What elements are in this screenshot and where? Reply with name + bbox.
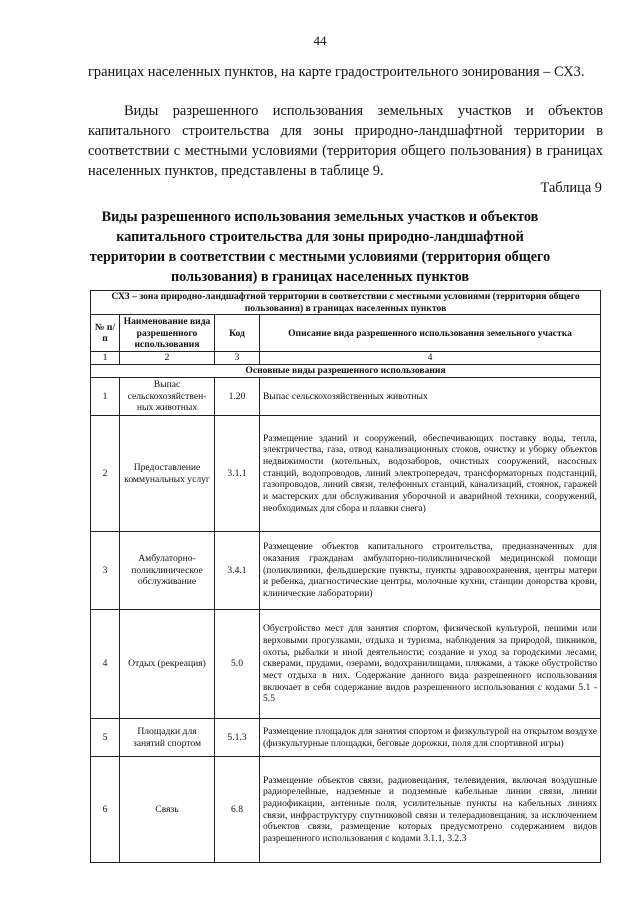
row-number: 2 <box>91 416 120 532</box>
table-reference: Таблица 9 <box>540 180 602 196</box>
row-code: 6.8 <box>215 757 260 863</box>
row-use-name: Предоставление коммунальных услуг <box>120 416 215 532</box>
index-cell: 2 <box>120 352 215 365</box>
row-use-name: Площадки для занятий спортом <box>120 719 215 757</box>
row-description: Выпас сельскохозяйственных животных <box>260 378 601 416</box>
table-row <box>91 416 601 532</box>
zone-title-row <box>91 291 601 315</box>
row-number: 3 <box>91 532 120 610</box>
table-row <box>91 757 601 863</box>
row-number: 4 <box>91 610 120 719</box>
header-description: Описание вида разрешенного использования земельного участка <box>260 315 601 352</box>
row-description: Размещение зданий и сооружений, обеспечивающих поставку воды, тепла, электричества, газа, отвод канализационных стоков, очистку и уборку объектов недвижимости (котельных, водозаборов, очистных сооружений, насосных станций, водопроводов, линий электропередач, трансформаторных подстанций, газопроводов, линий связи, телефонных станций, канализаций, стоянок, гаражей и мастерских для обслуживания уборочной и аварийной техники, сооружений, необходимых для сбора и плавки снега) <box>260 416 601 532</box>
row-description: Размещение площадок для занятия спортом и физкультурой на открытом воздухе (физкультурные площадки, беговые дорожки, поля для спортивной игры) <box>260 719 601 757</box>
row-code: 5.1.3 <box>215 719 260 757</box>
row-code: 3.1.1 <box>215 416 260 532</box>
row-code: 5.0 <box>215 610 260 719</box>
paragraph-continuation: границах населенных пунктов, на карте градостроительного зонирования – СХ3. <box>88 64 585 80</box>
row-use-name: Амбулаторно-поликлиническое обслуживание <box>120 532 215 610</box>
header-code: Код <box>215 315 260 352</box>
index-cell: 3 <box>215 352 260 365</box>
index-cell: 1 <box>91 352 120 365</box>
zone-title: СХ3 – зона природно-ландшафтной территории в соответствии с местными условиями (территория общего пользования) в границах населенных пунктов <box>91 291 601 315</box>
header-number: № п/п <box>91 315 120 352</box>
table-row <box>91 719 601 757</box>
row-use-name: Выпас сельскохозяйствен-ных животных <box>120 378 215 416</box>
table-row <box>91 610 601 719</box>
row-number: 5 <box>91 719 120 757</box>
table-row <box>91 532 601 610</box>
index-cell: 4 <box>260 352 601 365</box>
row-number: 6 <box>91 757 120 863</box>
land-use-table <box>90 290 601 863</box>
row-code: 1.20 <box>215 378 260 416</box>
section-title: Основные виды разрешенного использования <box>91 365 601 378</box>
page-number: 44 <box>313 33 327 48</box>
row-use-name: Отдых (рекреация) <box>120 610 215 719</box>
index-row <box>91 352 601 365</box>
header-name: Наименование вида разрешенного использования <box>120 315 215 352</box>
table-row <box>91 378 601 416</box>
paragraph-intro: Виды разрешенного использования земельных участков и объектов капитального строительства для зоны природно-ландшафтной территории в соответствии с местными условиями (территория общего пользования) в границах населенных пунктов, представлены в таблице 9. <box>88 103 603 179</box>
row-code: 3.4.1 <box>215 532 260 610</box>
row-description: Обустройство мест для занятия спортом, физической культурой, пешими или верховыми прогулками, отдыха и туризма, наблюдения за природой, пикников, охоты, рыбалки и иной деятельности; создание и уход за городскими лесами, скверами, прудами, озерами, водохранилищами, пляжами, а также обустройство мест отдыха в них. Содержание данного вида разрешенного использования включает в себя содержание видов разрешенного использования с кодами 5.1 - 5.5 <box>260 610 601 719</box>
table-heading: Виды разрешенного использования земельных участков и объектов капитального строительства для зоны природно-ландшафтной территории в соответствии с местными условиями (территория общего пользования) в границах населенных пунктов <box>89 209 551 285</box>
row-description: Размещение объектов капитального строительства, предназначенных для оказания гражданам амбулаторно-поликлинической медицинской помощи (поликлиники, фельдшерские пункты, пункты здравоохранения, центры матери и ребенка, диагностические центры, молочные кухни, станции донорства крови, клинические лаборатории) <box>260 532 601 610</box>
row-number: 1 <box>91 378 120 416</box>
header-row <box>91 315 601 352</box>
row-description: Размещение объектов связи, радиовещания, телевидения, включая воздушные радиорелейные, надземные и подземные кабельные линии связи, линии радиофикации, антенные поля, усилительные пункты на кабельных линиях связи, инфраструктуру спутниковой связи и телерадиовещания, за исключением объектов связи, размещение которых предусмотрено содержанием видов разрешенного использования с кодами 3.1.1, 3.2.3 <box>260 757 601 863</box>
row-use-name: Связь <box>120 757 215 863</box>
section-row <box>91 365 601 378</box>
